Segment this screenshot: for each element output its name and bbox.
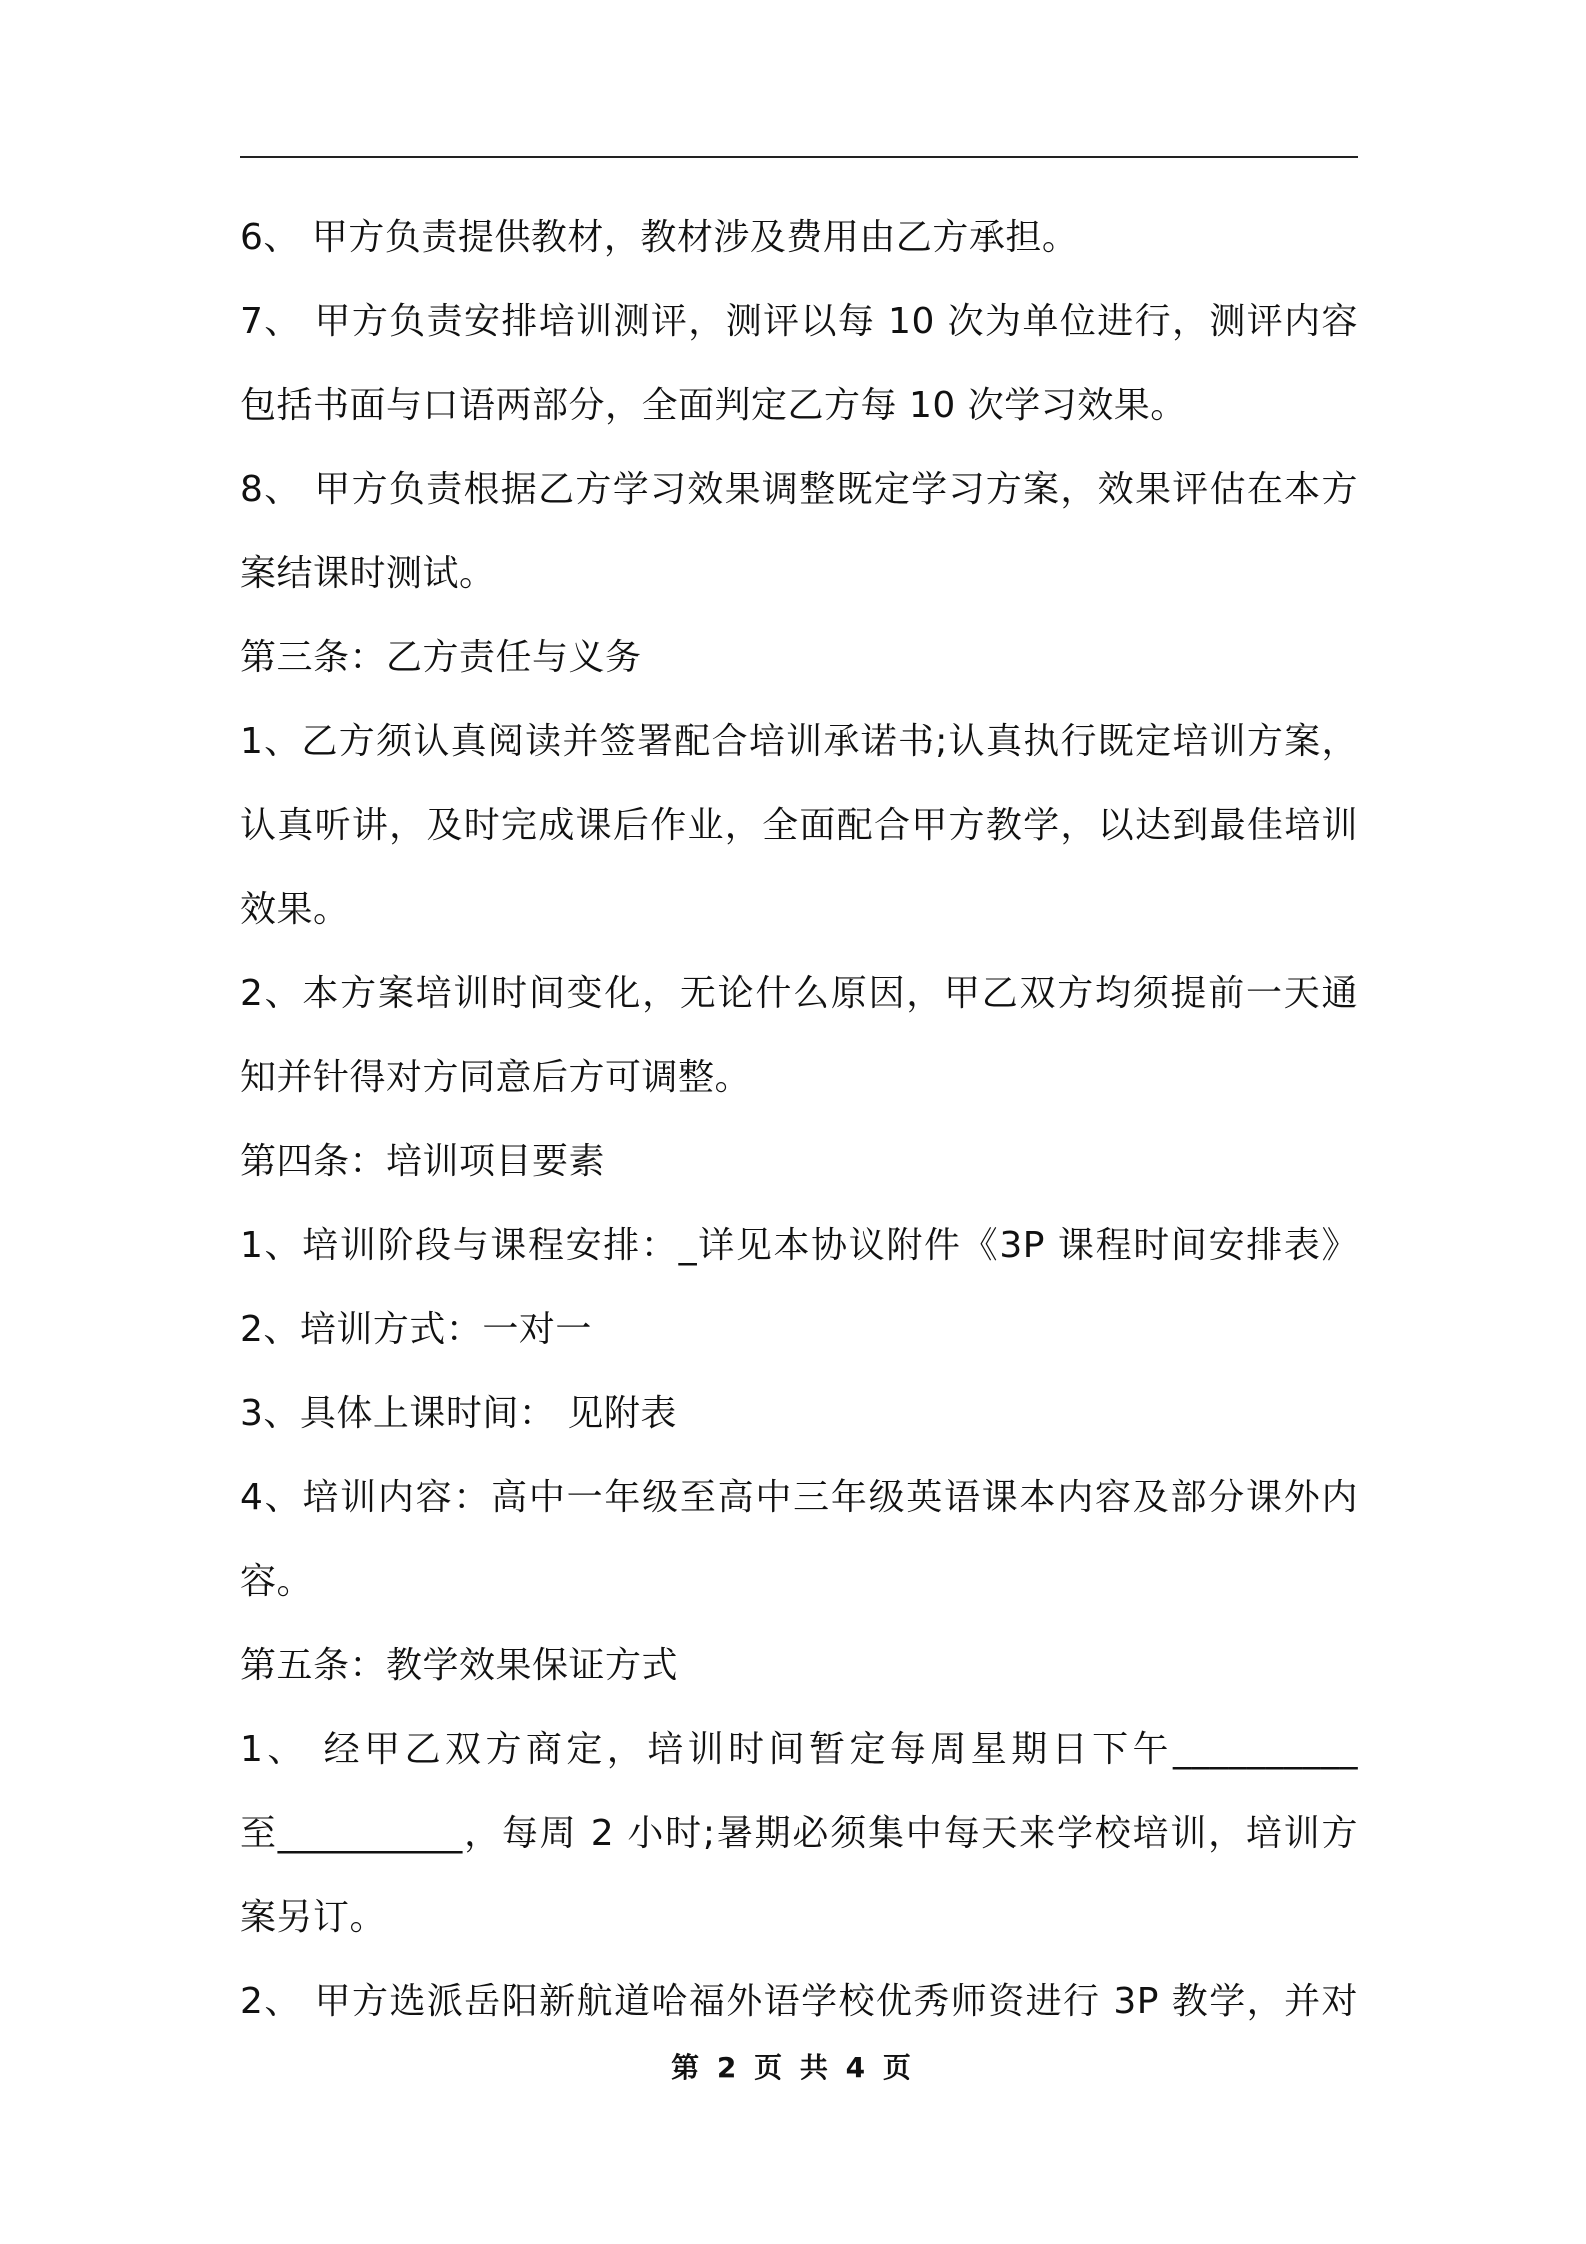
section-heading: 第三条：乙方责任与义务 [240,637,642,678]
text-line: 7、 甲方负责安排培训测评，测评以每 10 次为单位进行，测评内容 [240,301,1358,342]
text-line: 认真听讲，及时完成课后作业，全面配合甲方教学，以达到最佳培训 [240,805,1358,846]
text-line: 2、培训方式：一对一 [240,1309,592,1350]
text-line: 知并针得对方同意后方可调整。 [240,1057,752,1098]
document-body [240,196,1358,2044]
text-line: 效果。 [240,889,350,930]
text-line: 2、本方案培训时间变化，无论什么原因，甲乙双方均须提前一天通 [240,973,1358,1014]
text-line: 4、培训内容：高中一年级至高中三年级英语课本内容及部分课外内 [240,1477,1358,1518]
text-line: 1、培训阶段与课程安排：_详见本协议附件《3P 课程时间安排表》 [240,1225,1358,1266]
text-line: 1、乙方须认真阅读并签署配合培训承诺书;认真执行既定培训方案， [240,721,1358,762]
text-line: 容。 [240,1561,314,1602]
text-line: 1、 经甲乙双方商定，培训时间暂定每周星期日下午__________ [240,1729,1358,1770]
text-line: 案另订。 [240,1897,387,1938]
text-line: 8、 甲方负责根据乙方学习效果调整既定学习方案，效果评估在本方 [240,469,1358,510]
text-line: 包括书面与口语两部分，全面判定乙方每 10 次学习效果。 [240,385,1187,426]
section-heading: 第四条：培训项目要素 [240,1141,606,1182]
text-line: 至__________，每周 2 小时;暑期必须集中每天来学校培训，培训方 [240,1813,1358,1854]
text-line: 3、具体上课时间： 见附表 [240,1393,677,1434]
section-heading: 第五条：教学效果保证方式 [240,1645,679,1686]
header-rule [240,156,1358,158]
text-line: 6、 甲方负责提供教材，教材涉及费用由乙方承担。 [240,217,1079,258]
text-line: 2、 甲方选派岳阳新航道哈福外语学校优秀师资进行 3P 教学，并对 [240,1981,1358,2022]
text-line: 案结课时测试。 [240,553,496,594]
page-number: 第 2 页 共 4 页 [671,2051,915,2084]
